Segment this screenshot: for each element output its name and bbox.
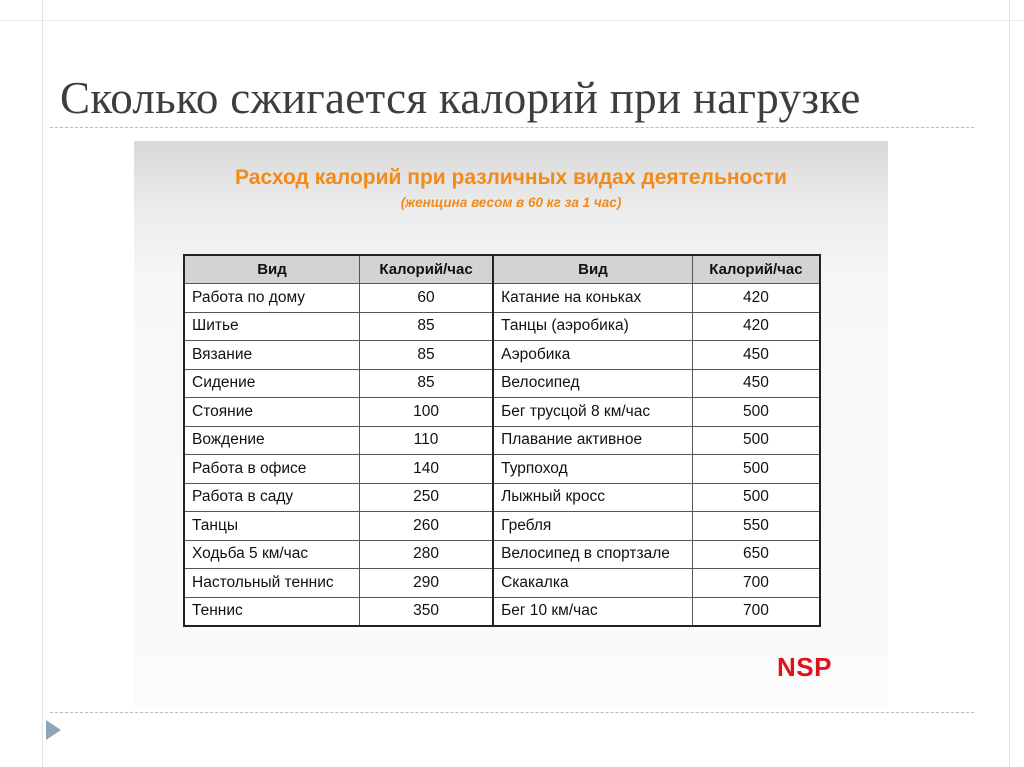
activity-cell: Настольный теннис (184, 569, 359, 598)
calories-cell: 420 (692, 312, 820, 341)
calories-cell: 100 (359, 398, 493, 427)
activity-cell: Танцы (184, 512, 359, 541)
activity-cell: Велосипед в спортзале (493, 540, 692, 569)
frame-top-line (0, 20, 1024, 21)
calories-cell: 85 (359, 341, 493, 370)
calories-cell: 500 (692, 426, 820, 455)
table-row (184, 341, 820, 370)
activity-cell: Катание на коньках (493, 284, 692, 313)
calories-cell: 500 (692, 483, 820, 512)
calories-cell: 60 (359, 284, 493, 313)
activity-cell: Работа в саду (184, 483, 359, 512)
header-calories-1: Калорий/час (359, 255, 493, 284)
activity-cell: Ходьба 5 км/час (184, 540, 359, 569)
activity-cell: Теннис (184, 597, 359, 626)
table-row (184, 569, 820, 598)
calories-cell: 500 (692, 455, 820, 484)
table-row (184, 483, 820, 512)
activity-cell: Бег 10 км/час (493, 597, 692, 626)
nsp-logo: NSP (777, 652, 832, 682)
activity-cell: Гребля (493, 512, 692, 541)
table-row (184, 284, 820, 313)
activity-cell: Плавание активное (493, 426, 692, 455)
calories-cell: 700 (692, 569, 820, 598)
calories-cell: 450 (692, 369, 820, 398)
calories-cell: 290 (359, 569, 493, 598)
calories-cell: 250 (359, 483, 493, 512)
header-calories-2: Калорий/час (692, 255, 820, 284)
calorie-table (183, 254, 821, 627)
calories-cell: 700 (692, 597, 820, 626)
frame-left-line (42, 0, 43, 767)
activity-cell: Танцы (аэробика) (493, 312, 692, 341)
activity-cell: Аэробика (493, 341, 692, 370)
calories-cell: 260 (359, 512, 493, 541)
activity-cell: Вязание (184, 341, 359, 370)
table-row (184, 597, 820, 626)
calories-cell: 650 (692, 540, 820, 569)
activity-cell: Шитье (184, 312, 359, 341)
table-row (184, 540, 820, 569)
activity-cell: Турпоход (493, 455, 692, 484)
table-title: Расход калорий при различных видах деятельности (235, 166, 787, 189)
table-row (184, 512, 820, 541)
table-row (184, 426, 820, 455)
activity-cell: Вождение (184, 426, 359, 455)
play-arrow-icon (46, 720, 61, 740)
table-header-row (184, 255, 820, 284)
title-divider (50, 127, 974, 128)
table-row (184, 455, 820, 484)
activity-cell: Скакалка (493, 569, 692, 598)
slide-title: Сколько сжигается калорий при нагрузке (60, 73, 861, 123)
calories-cell: 140 (359, 455, 493, 484)
activity-cell: Сидение (184, 369, 359, 398)
activity-cell: Лыжный кросс (493, 483, 692, 512)
header-activity-2: Вид (493, 255, 692, 284)
calorie-table-image (134, 141, 888, 707)
table-row (184, 398, 820, 427)
frame-right-line (1009, 0, 1010, 767)
header-activity-1: Вид (184, 255, 359, 284)
calories-cell: 85 (359, 369, 493, 398)
table-row (184, 312, 820, 341)
activity-cell: Работа в офисе (184, 455, 359, 484)
calories-cell: 500 (692, 398, 820, 427)
calories-cell: 350 (359, 597, 493, 626)
calories-cell: 280 (359, 540, 493, 569)
activity-cell: Работа по дому (184, 284, 359, 313)
table-row (184, 369, 820, 398)
activity-cell: Велосипед (493, 369, 692, 398)
activity-cell: Бег трусцой 8 км/час (493, 398, 692, 427)
calories-cell: 550 (692, 512, 820, 541)
table-subtitle: (женщина весом в 60 кг за 1 час) (400, 195, 622, 210)
footer-divider (50, 712, 974, 713)
calories-cell: 85 (359, 312, 493, 341)
calories-cell: 110 (359, 426, 493, 455)
calories-cell: 420 (692, 284, 820, 313)
calories-cell: 450 (692, 341, 820, 370)
activity-cell: Стояние (184, 398, 359, 427)
